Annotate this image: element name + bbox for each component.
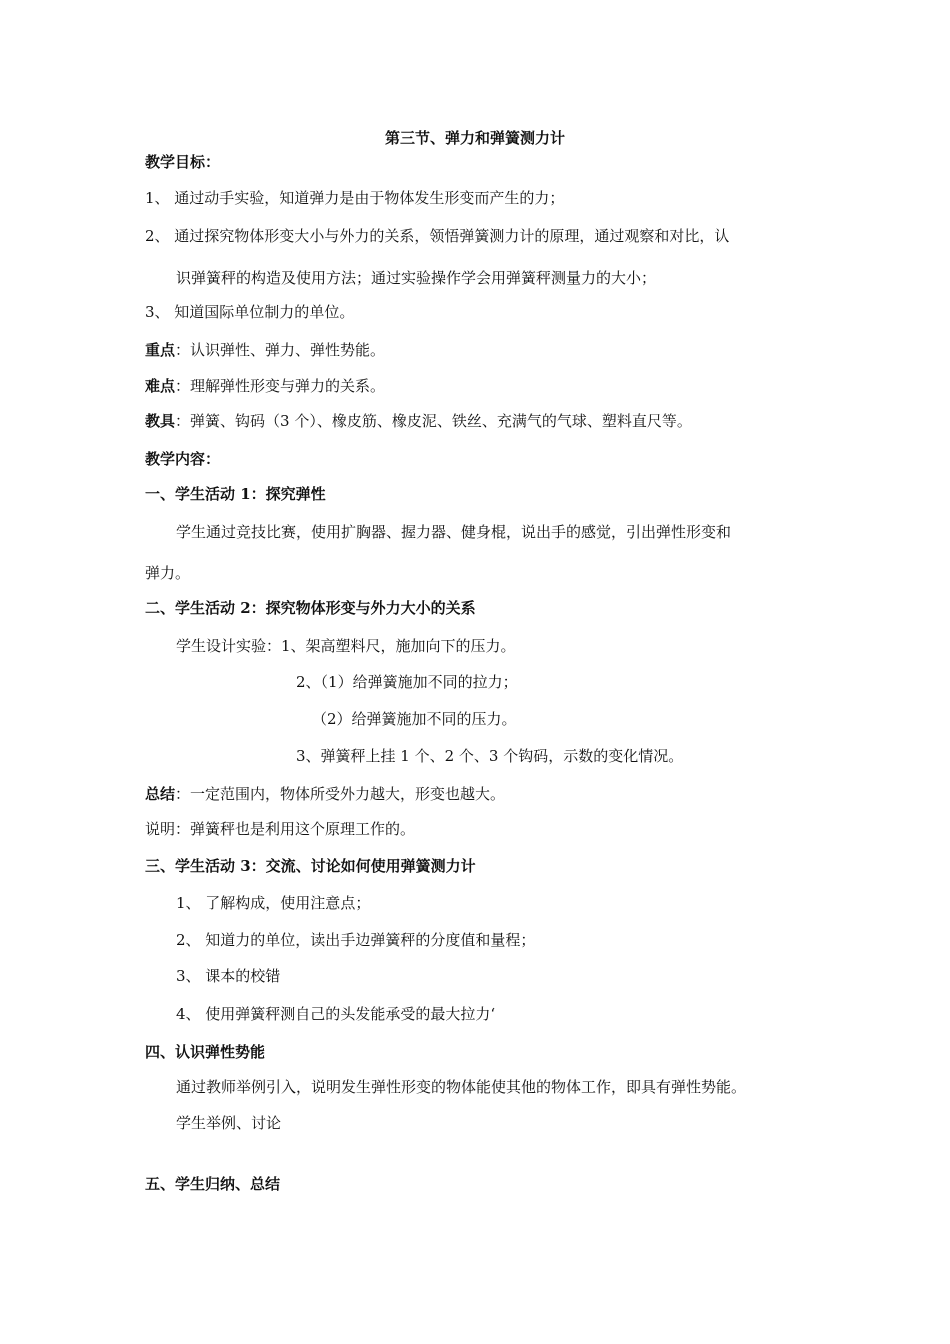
section-4-heading: 四、认识弹性势能 — [145, 1043, 266, 1061]
equipment-text: ：弹簧、钩码（3 个）、橡皮筋、橡皮泥、铁丝、充满气的气球、塑料直尺等。 — [175, 412, 692, 430]
experiment-1: 学生设计实验：1、架高塑料尺，施加向下的压力。 — [176, 637, 516, 655]
objectives-heading: 教学目标： — [145, 153, 221, 171]
section-3-heading: 三、学生活动 3：交流、讨论如何使用弹簧测力计 — [145, 857, 476, 875]
section-3-item-4: 4、 使用弹簧秤测自己的头发能承受的最大拉力‘ — [176, 1005, 496, 1023]
difficulty-point — [145, 376, 385, 396]
section-4-paragraph: 通过教师举例引入，说明发生弹性形变的物体能使其他的物体工作，即具有弹性势能。 — [176, 1078, 747, 1096]
summary-text: ：一定范围内，物体所受外力越大，形变也越大。 — [175, 785, 506, 803]
experiment-3: 3、弹簧秤上挂 1 个、2 个、3 个钩码，示数的变化情况。 — [296, 747, 684, 765]
equipment-label: 教具 — [145, 412, 176, 430]
content-heading: 教学内容： — [145, 450, 221, 468]
section-2-heading: 二、学生活动 2：探究物体形变与外力大小的关系 — [145, 599, 476, 617]
key-point — [145, 340, 385, 360]
difficulty-label: 难点 — [145, 377, 176, 395]
page-title: 第三节、弹力和弹簧测力计 — [384, 129, 565, 147]
objective-item-2-line-1: 2、 通过探究物体形变大小与外力的关系，领悟弹簧测力计的原理，通过观察和对比，认 — [145, 227, 730, 245]
section-1-paragraph-line-2: 弹力。 — [145, 564, 191, 582]
summary — [145, 784, 505, 804]
difficulty-text: ：理解弹性形变与弹力的关系。 — [175, 377, 386, 395]
section-1-heading: 一、学生活动 1：探究弹性 — [145, 485, 326, 503]
objective-item-1: 1、 通过动手实验，知道弹力是由于物体发生形变而产生的力； — [145, 189, 565, 207]
note-text: 说明：弹簧秤也是利用这个原理工作的。 — [145, 820, 416, 838]
section-3-item-3: 3、 课本的校错 — [176, 967, 281, 985]
objective-item-2-line-2: 识弹簧秤的构造及使用方法；通过实验操作学会用弹簧秤测量力的大小； — [176, 269, 657, 287]
section-1-paragraph-line-1: 学生通过竞技比赛，使用扩胸器、握力器、健身棍，说出手的感觉，引出弹性形变和 — [176, 523, 732, 541]
section-4-paragraph-2: 学生举例、讨论 — [176, 1114, 282, 1132]
summary-label: 总结 — [145, 785, 176, 803]
objective-item-3: 3、 知道国际单位制力的单位。 — [145, 303, 355, 321]
section-3-item-2: 2、 知道力的单位，读出手边弹簧秤的分度值和量程； — [176, 931, 536, 949]
section-5-heading: 五、学生归纳、总结 — [145, 1175, 281, 1193]
key-point-text: ：认识弹性、弹力、弹性势能。 — [175, 341, 386, 359]
key-point-label: 重点 — [145, 341, 176, 359]
experiment-2a: 2、（1）给弹簧施加不同的拉力； — [296, 673, 518, 691]
experiment-2b: （2）给弹簧施加不同的压力。 — [312, 710, 517, 728]
section-3-item-1: 1、 了解构成，使用注意点； — [176, 894, 371, 912]
equipment — [145, 411, 692, 431]
